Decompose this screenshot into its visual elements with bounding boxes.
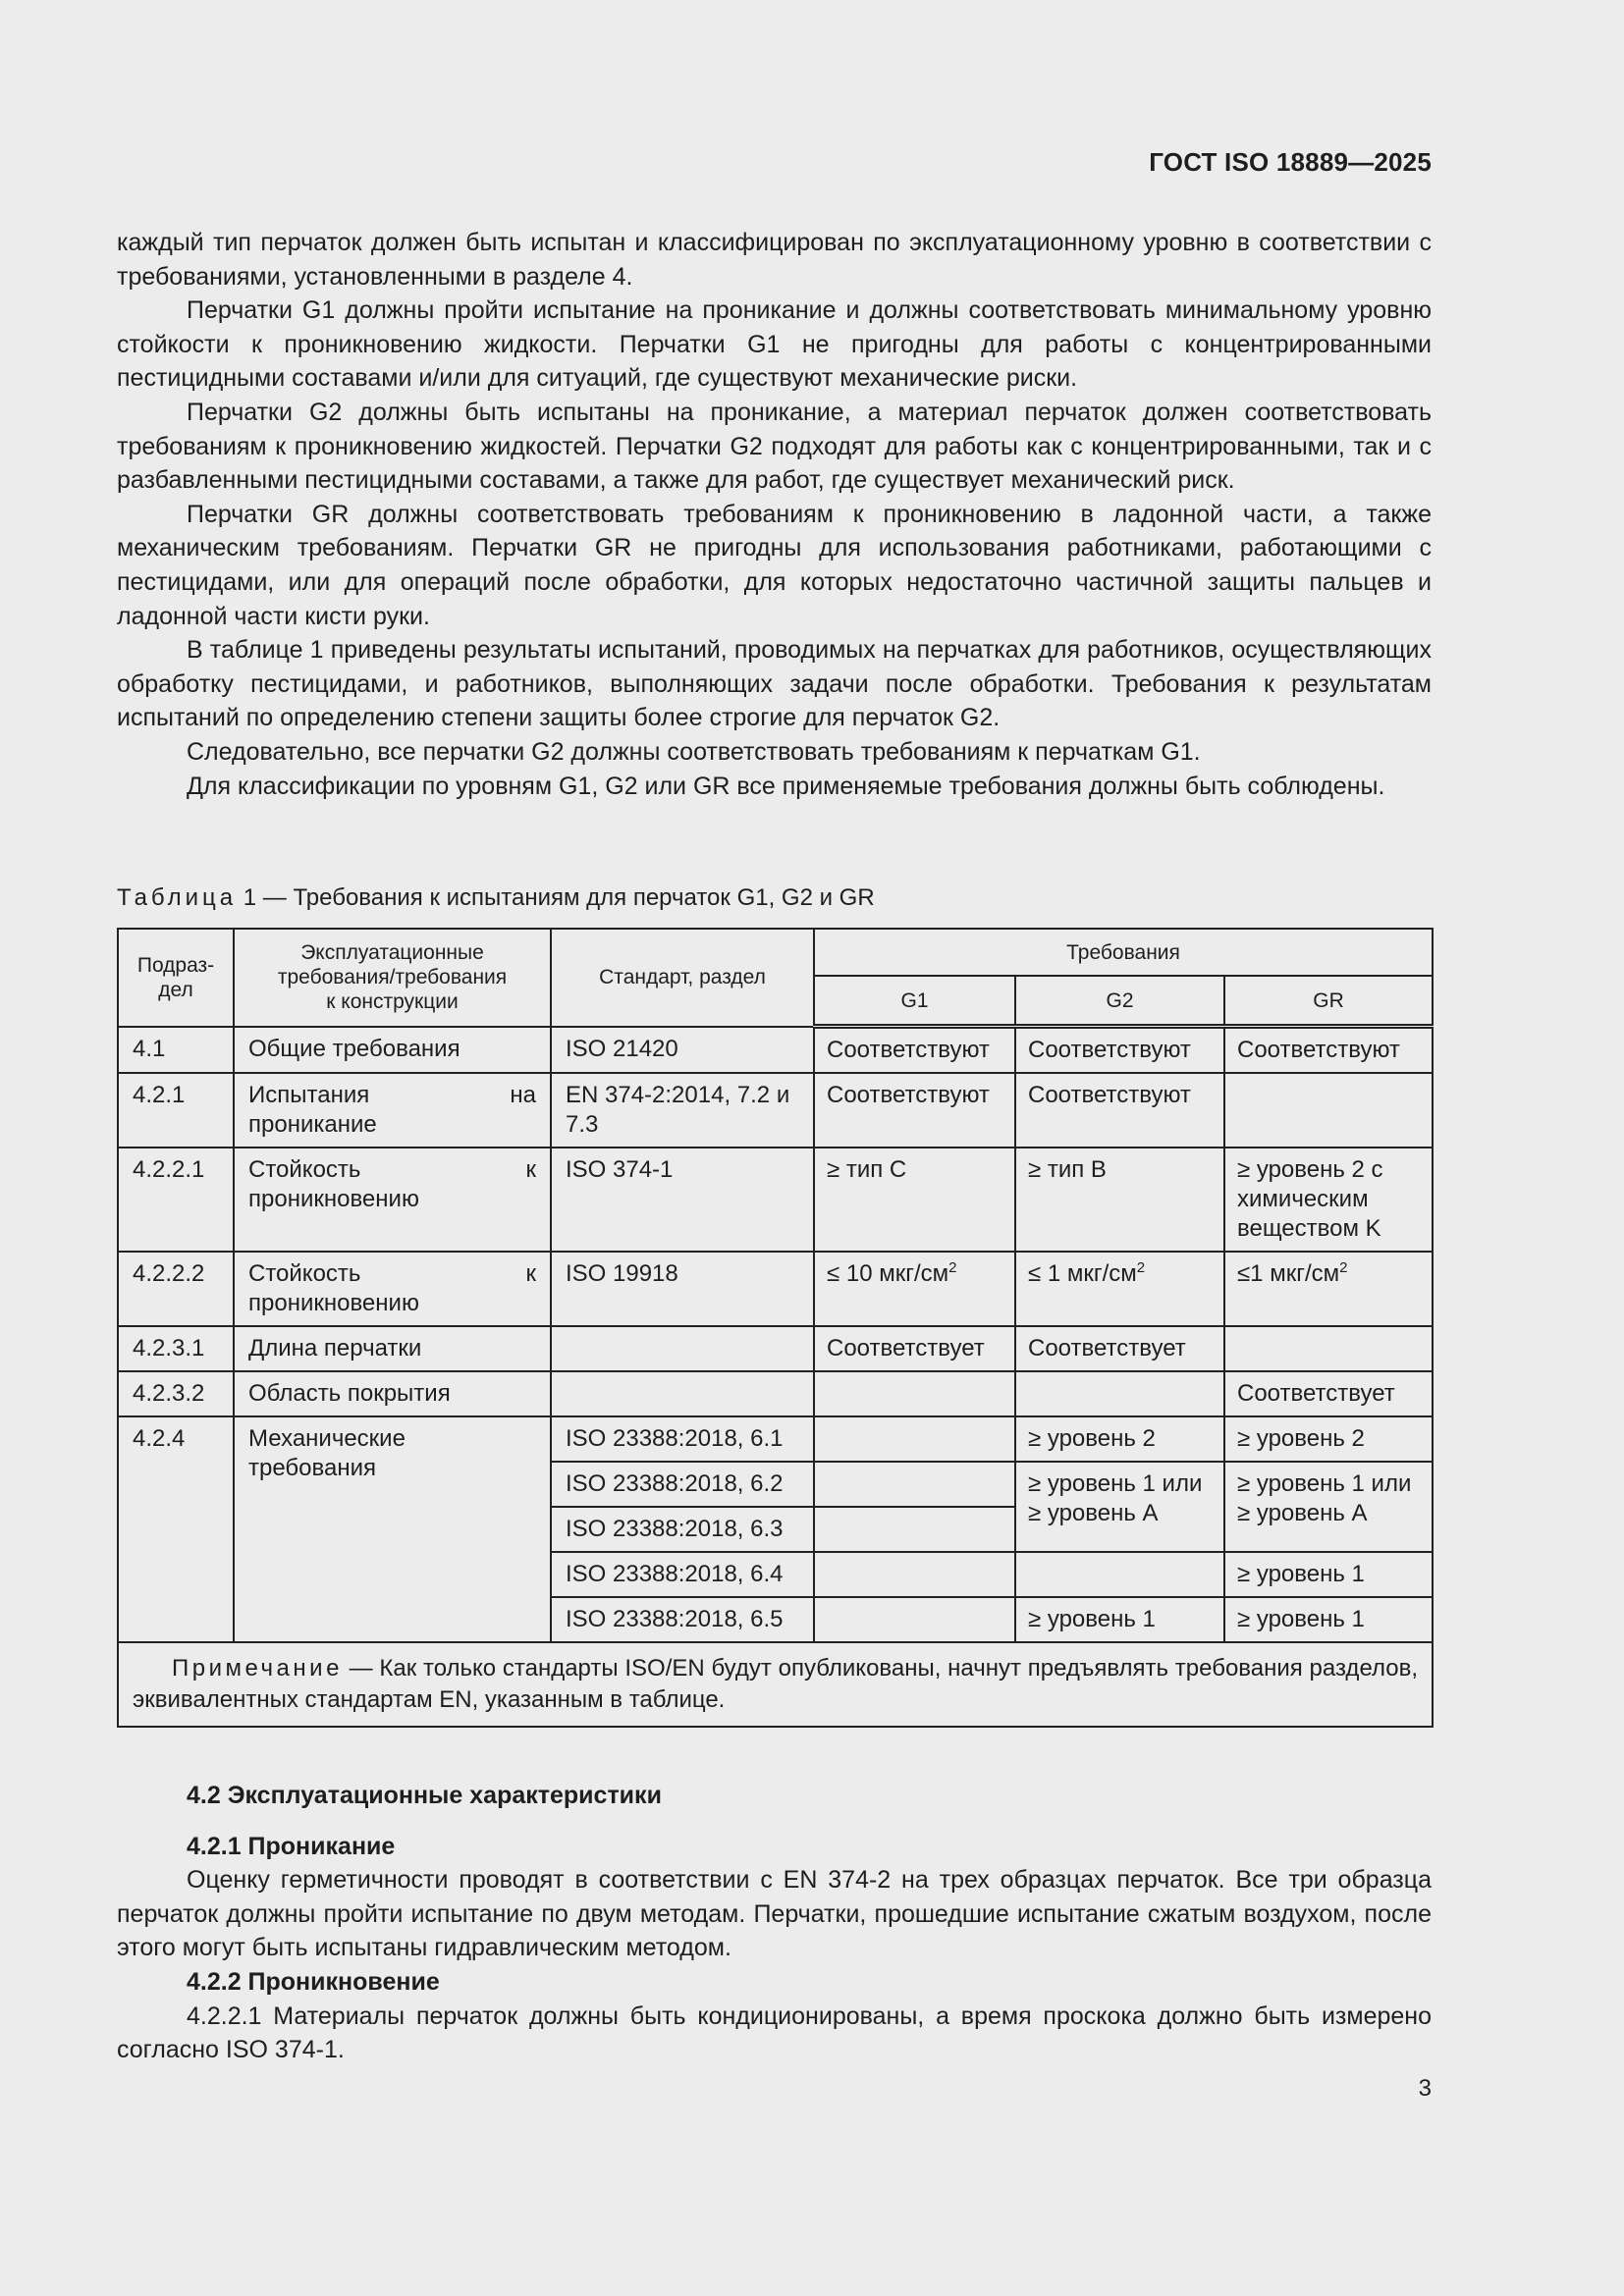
cell-standard: ISO 21420 [551, 1027, 814, 1074]
paragraph: Оценку герметичности проводят в соответствии с EN 374-2 на трех образцах перчаток. Все три образца перчаток должны пройти испытание по двум методам. Перчатки, прошедшие испытание сжатым воздухом, после этого могут быть испытаны гидравлическим методом. [117, 1866, 1432, 1962]
cell-g2: ≥ тип B [1015, 1148, 1224, 1252]
cell-requirement: Общие требования [234, 1027, 551, 1074]
table-note [118, 1642, 1433, 1727]
header-g2: G2 [1015, 976, 1224, 1027]
cell-g1 [814, 1416, 1015, 1462]
cell-standard [551, 1326, 814, 1371]
table-row [118, 1326, 1433, 1371]
cell-subsection: 4.2.3.2 [118, 1371, 234, 1416]
cell-standard: ISO 23388:2018, 6.5 [551, 1597, 814, 1642]
header-g1: G1 [814, 976, 1015, 1027]
paragraph: Перчатки G2 должны быть испытаны на проникание, а материал перчаток должен соответствовать требованиям к проникновению жидкостей. Перчатки G2 подходят для работы как с концентрированными, так и с разбавленными пестицидными составами, а также для работ, где существует механический риск. [117, 398, 1432, 495]
superscript: 2 [948, 1259, 957, 1276]
cell-g2: Соответствуют [1015, 1073, 1224, 1148]
cell-standard: ISO 23388:2018, 6.1 [551, 1416, 814, 1462]
cell-gr [1224, 1326, 1433, 1371]
cell-gr [1224, 1073, 1433, 1148]
cell-g2 [1015, 1252, 1224, 1326]
cell-standard: ISO 374-1 [551, 1148, 814, 1252]
header-subsection: Подраз- дел [118, 929, 234, 1027]
cell-gr [1224, 1252, 1433, 1326]
cell-gr: ≥ уровень 1 [1224, 1597, 1433, 1642]
table-row [118, 1416, 1433, 1462]
paragraph: Перчатки G1 должны пройти испытание на проникание и должны соответствовать минимальному уровню стойкости к проникновению жидкости. Перчатки G1 не пригодны для работы с концентрированными пестицидными составами и/или для ситуаций, где существуют механические риски. [117, 296, 1432, 393]
cell-g1 [814, 1552, 1015, 1597]
cell-g1: ≥ тип C [814, 1148, 1015, 1252]
requirements-table [117, 928, 1434, 1728]
cell-standard: ISO 19918 [551, 1252, 814, 1326]
subsection-heading: 4.2.1 Проникание [187, 1832, 396, 1860]
document-code-header: ГОСТ ISO 18889—2025 [1149, 147, 1432, 177]
cell-standard: EN 374-2:2014, 7.2 и 7.3 [551, 1073, 814, 1148]
paragraph: В таблице 1 приведены результаты испытаний, проводимых на перчатках для работников, осуществляющих обработку пестицидами, и работников, выполняющих задачи после обработки. Требования к результатам испытаний по определению степени защиты более строгие для перчаток G2. [117, 636, 1432, 732]
cell-subsection: 4.2.1 [118, 1073, 234, 1148]
value-text: ≤ 10 мкг/см [827, 1260, 949, 1287]
intro-text [117, 226, 1432, 803]
paragraph: Перчатки GR должны соответствовать требованиям к проникновению в ладонной части, а также механическим требованиям. Перчатки GR не пригодны для использования работниками, работающими с пестицидами, или для операций после обработки, для которых недостаточно частичной защиты пальцев и ладонной части кисти руки. [117, 500, 1432, 630]
table-note-row [118, 1642, 1433, 1727]
cell-g1 [814, 1462, 1015, 1507]
header-requirements: Требования [814, 929, 1433, 976]
section-heading: 4.2 Эксплуатационные характеристики [187, 1782, 662, 1809]
cell-subsection: 4.2.3.1 [118, 1326, 234, 1371]
paragraph: каждый тип перчаток должен быть испытан и классифицирован по эксплуатационному уровню в соответствии с требованиями, установленными в разделе 4. [117, 229, 1432, 291]
cell-g2: ≥ уровень 1 [1015, 1597, 1224, 1642]
table-row [118, 1252, 1433, 1326]
cell-g1 [814, 1507, 1015, 1552]
cell-g1: Соответствуют [814, 1027, 1015, 1074]
cell-g1 [814, 1371, 1015, 1416]
cell-g1 [814, 1597, 1015, 1642]
cell-subsection: 4.1 [118, 1027, 234, 1074]
table-row [118, 1027, 1433, 1074]
table-caption [117, 884, 875, 912]
cell-g2: Соответствует [1015, 1326, 1224, 1371]
cell-gr: Соответствуют [1224, 1027, 1433, 1074]
cell-requirement: Испытания на проникание [234, 1073, 551, 1148]
header-standard: Стандарт, раздел [551, 929, 814, 1027]
superscript: 2 [1339, 1259, 1348, 1276]
cell-standard: ISO 23388:2018, 6.2 [551, 1462, 814, 1507]
table-caption-word: Таблица [117, 884, 238, 911]
cell-standard: ISO 23388:2018, 6.3 [551, 1507, 814, 1552]
cell-gr: ≥ уровень 2 [1224, 1416, 1433, 1462]
cell-standard [551, 1371, 814, 1416]
table-caption-text: 1 — Требования к испытаниям для перчаток G1, G2 и GR [243, 884, 875, 911]
page-number: 3 [1418, 2075, 1432, 2102]
paragraph: Следовательно, все перчатки G2 должны соответствовать требованиям к перчаткам G1. [187, 737, 1201, 766]
paragraph: 4.2.2.1 Материалы перчаток должны быть кондиционированы, а время проскока должно быть измерено согласно ISO 374-1. [117, 2002, 1432, 2064]
cell-subsection: 4.2.2.1 [118, 1148, 234, 1252]
subsection-heading: 4.2.2 Проникновение [187, 1967, 440, 1996]
cell-requirement: Длина перчатки [234, 1326, 551, 1371]
note-text: — Как только стандарты ISO/EN будут опубликованы, начнут предъявлять требования разделов, эквивалентных стандартам EN, указанным в таблице. [133, 1655, 1419, 1713]
cell-requirement: Механические требования [234, 1416, 551, 1642]
cell-subsection: 4.2.4 [118, 1416, 234, 1642]
value-text: ≤1 мкг/см [1237, 1260, 1340, 1287]
cell-g2 [1015, 1552, 1224, 1597]
table-row [118, 1073, 1433, 1148]
cell-g2: ≥ уровень 1 или ≥ уровень A [1015, 1462, 1224, 1552]
cell-subsection: 4.2.2.2 [118, 1252, 234, 1326]
header-gr: GR [1224, 976, 1433, 1027]
note-label: Примечание [172, 1655, 343, 1682]
cell-gr: ≥ уровень 2 с химическим веществом K [1224, 1148, 1433, 1252]
superscript: 2 [1136, 1259, 1146, 1276]
cell-gr: Соответствует [1224, 1371, 1433, 1416]
cell-g2 [1015, 1371, 1224, 1416]
header-requirement: Эксплуатационные требования/требования к конструкции [234, 929, 551, 1027]
cell-g1 [814, 1252, 1015, 1326]
table-row [118, 1371, 1433, 1416]
section-4-2 [117, 1779, 1432, 2067]
cell-gr: ≥ уровень 1 [1224, 1552, 1433, 1597]
cell-g2: ≥ уровень 2 [1015, 1416, 1224, 1462]
cell-g1: Соответствует [814, 1326, 1015, 1371]
cell-g1: Соответствуют [814, 1073, 1015, 1148]
cell-standard: ISO 23388:2018, 6.4 [551, 1552, 814, 1597]
cell-g2: Соответствуют [1015, 1027, 1224, 1074]
cell-gr: ≥ уровень 1 или ≥ уровень A [1224, 1462, 1433, 1552]
table-row [118, 1148, 1433, 1252]
value-text: ≤ 1 мкг/см [1028, 1260, 1137, 1287]
cell-requirement: Стойкость к проникновению [234, 1148, 551, 1252]
cell-requirement: Стойкость к проникновению [234, 1252, 551, 1326]
cell-requirement: Область покрытия [234, 1371, 551, 1416]
paragraph: Для классификации по уровням G1, G2 или GR все применяемые требования должны быть соблюдены. [187, 772, 1385, 800]
